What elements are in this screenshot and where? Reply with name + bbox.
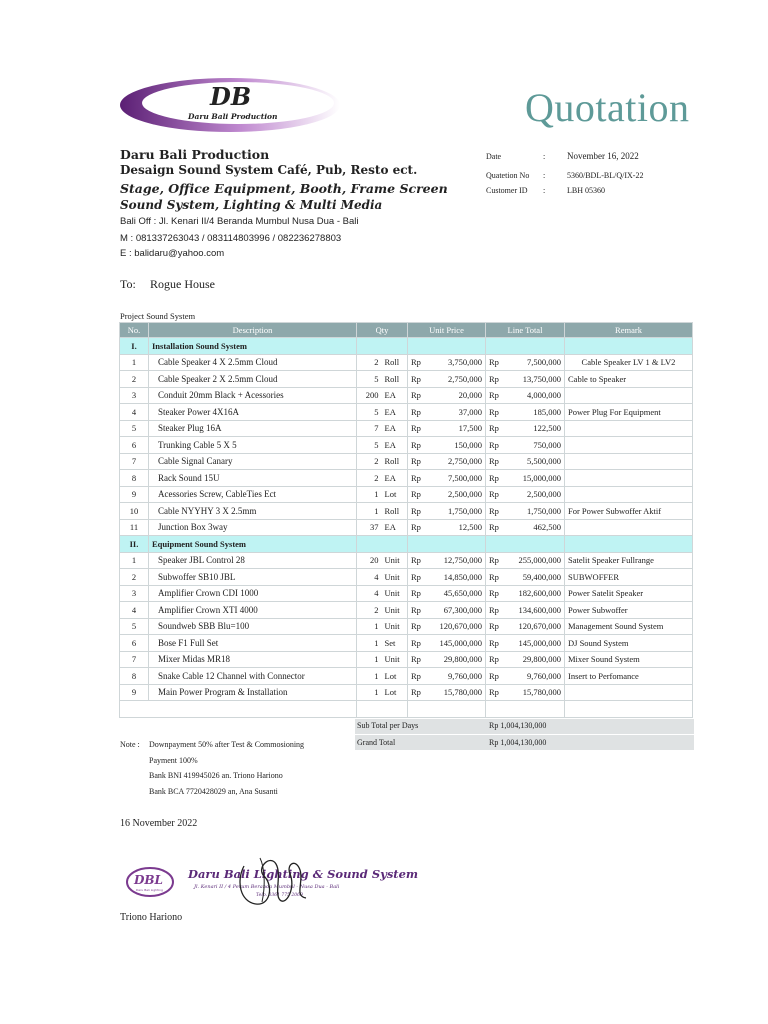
col-line-total: Line Total [486,323,565,338]
total-currency: Rp [486,585,503,602]
row-number: 9 [120,684,149,701]
table-header-row [120,323,693,338]
item-remark: Insert to Perfomance [565,668,693,685]
item-remark: For Power Subwoffer Aktif [565,503,693,520]
item-remark [565,470,693,487]
price-currency: Rp [408,437,425,454]
total-currency: Rp [486,420,503,437]
item-remark: Mixer Sound System [565,651,693,668]
table-row [120,684,693,701]
price-currency: Rp [408,387,425,404]
item-qty: 2 [357,453,382,470]
row-number: 7 [120,651,149,668]
item-unit-price: 17,500 [425,420,486,437]
item-qty: 2 [357,354,382,371]
total-currency: Rp [486,684,503,701]
row-number: 10 [120,503,149,520]
item-unit-price: 150,000 [425,437,486,454]
total-currency: Rp [486,437,503,454]
row-number: 1 [120,354,149,371]
item-remark: Cable Speaker LV 1 & LV2 [565,354,693,371]
item-unit: EA [382,519,408,536]
price-currency: Rp [408,404,425,421]
item-remark: Satelit Speaker Fullrange [565,552,693,569]
item-remark: SUBWOFFER [565,569,693,586]
item-unit: EA [382,420,408,437]
item-unit-price: 120,670,000 [425,618,486,635]
stamp-title: Daru Bali Lighting & Sound System [188,867,419,881]
company-services-1: Stage, Office Equipment, Booth, Frame Screen [120,181,448,196]
item-unit-price: 2,750,000 [425,453,486,470]
total-currency: Rp [486,635,503,652]
item-unit: Roll [382,453,408,470]
item-unit-price: 7,500,000 [425,470,486,487]
empty-cell [408,536,486,553]
item-qty: 1 [357,635,382,652]
item-unit-price: 12,750,000 [425,552,486,569]
sign-date: 16 November 2022 [120,818,198,829]
item-line-total: 5,500,000 [503,453,565,470]
total-currency: Rp [486,519,503,536]
item-line-total: 122,500 [503,420,565,437]
price-currency: Rp [408,486,425,503]
row-number: 4 [120,602,149,619]
item-description: Mixer Midas MR18 [149,651,357,668]
col-unit-price: Unit Price [408,323,486,338]
empty-cell [565,338,693,355]
row-number: 8 [120,668,149,685]
item-qty: 2 [357,470,382,487]
item-description: Trunking Cable 5 X 5 [149,437,357,454]
item-description: Acessories Screw, CableTies Ect [149,486,357,503]
table-row [120,453,693,470]
item-unit: EA [382,387,408,404]
subtotal-row [355,719,694,735]
item-description: Steaker Power 4X16A [149,404,357,421]
table-row [120,618,693,635]
section-number: I. [120,338,149,355]
section-number: II. [120,536,149,553]
customer-id-label: Customer ID [486,186,528,195]
item-line-total: 4,000,000 [503,387,565,404]
date-colon: : [543,152,546,161]
item-qty: 1 [357,503,382,520]
item-remark [565,437,693,454]
table-row [120,602,693,619]
item-remark: Power Satelit Speaker [565,585,693,602]
total-currency: Rp [486,618,503,635]
price-currency: Rp [408,519,425,536]
row-number: 2 [120,371,149,388]
item-qty: 2 [357,602,382,619]
price-currency: Rp [408,651,425,668]
price-currency: Rp [408,618,425,635]
item-line-total: 59,400,000 [503,569,565,586]
table-row [120,651,693,668]
item-unit: EA [382,404,408,421]
col-qty: Qty [357,323,408,338]
table-row [120,354,693,371]
empty-cell [357,338,408,355]
price-currency: Rp [408,684,425,701]
total-currency: Rp [486,602,503,619]
item-unit: Unit [382,602,408,619]
total-currency: Rp [486,354,503,371]
item-qty: 4 [357,585,382,602]
item-description: Conduit 20mm Black + Acessories [149,387,357,404]
item-qty: 7 [357,420,382,437]
item-line-total: 15,000,000 [503,470,565,487]
table-body [120,338,693,718]
date-label: Date [486,152,502,161]
row-number: 7 [120,453,149,470]
item-remark: Management Sound System [565,618,693,635]
total-currency: Rp [486,668,503,685]
item-description: Cable Signal Canary [149,453,357,470]
item-description: Cable NYYHY 3 X 2.5mm [149,503,357,520]
table-row [120,569,693,586]
item-qty: 37 [357,519,382,536]
section-row-installation [120,338,693,355]
signer-name: Triono Hariono [120,912,183,923]
table-row [120,470,693,487]
item-qty: 1 [357,668,382,685]
item-description: Cable Speaker 2 X 2.5mm Cloud [149,371,357,388]
total-currency: Rp [486,552,503,569]
item-unit: Unit [382,585,408,602]
item-line-total: 29,800,000 [503,651,565,668]
row-number: 3 [120,387,149,404]
item-unit-price: 20,000 [425,387,486,404]
item-description: Main Power Program & Installation [149,684,357,701]
item-qty: 5 [357,371,382,388]
item-remark [565,453,693,470]
item-unit-price: 2,500,000 [425,486,486,503]
empty-cell [486,701,565,718]
price-currency: Rp [408,420,425,437]
item-qty: 200 [357,387,382,404]
item-description: Speaker JBL Control 28 [149,552,357,569]
price-currency: Rp [408,602,425,619]
price-currency: Rp [408,585,425,602]
item-line-total: 15,780,000 [503,684,565,701]
item-unit-price: 67,300,000 [425,602,486,619]
item-unit-price: 45,650,000 [425,585,486,602]
total-currency: Rp [486,387,503,404]
item-unit: Unit [382,618,408,635]
row-number: 1 [120,552,149,569]
row-number: 11 [120,519,149,536]
item-description: Snake Cable 12 Channel with Connector [149,668,357,685]
quote-number-label: Quatetion No [486,171,530,180]
empty-cell [357,536,408,553]
price-currency: Rp [408,453,425,470]
project-label: Project Sound System [120,311,196,321]
item-line-total: 9,760,000 [503,668,565,685]
logo-subtitle: Daru Bali Production [188,112,278,121]
item-unit-price: 1,750,000 [425,503,486,520]
customer-id-colon: : [543,186,546,195]
row-number: 4 [120,404,149,421]
item-unit-price: 145,000,000 [425,635,486,652]
total-currency: Rp [486,651,503,668]
col-remark: Remark [565,323,693,338]
table-row [120,437,693,454]
item-remark [565,420,693,437]
company-email: E : balidaru@yahoo.com [120,248,225,259]
total-currency: Rp [486,569,503,586]
company-services-2: Sound System, Lighting & Multi Media [120,198,383,212]
spacer-row [120,701,693,718]
item-unit: Unit [382,651,408,668]
price-currency: Rp [408,668,425,685]
item-qty: 5 [357,437,382,454]
item-unit-price: 14,850,000 [425,569,486,586]
price-currency: Rp [408,371,425,388]
item-remark: Power Plug For Equipment [565,404,693,421]
table-row [120,635,693,652]
item-unit: Unit [382,552,408,569]
empty-cell [565,701,693,718]
subtotal-label: Sub Total per Days [357,721,419,730]
stamp-mark-sub: Daru Bali Lighting [136,888,163,892]
total-currency: Rp [486,470,503,487]
item-description: Amplifier Crown CDI 1000 [149,585,357,602]
item-line-total: 120,670,000 [503,618,565,635]
empty-cell [357,701,408,718]
item-line-total: 185,000 [503,404,565,421]
section-row-equipment [120,536,693,553]
item-remark [565,387,693,404]
empty-cell [486,536,565,553]
item-remark [565,519,693,536]
item-unit-price: 15,780,000 [425,684,486,701]
item-unit: Roll [382,354,408,371]
empty-cell [486,338,565,355]
item-unit: EA [382,470,408,487]
col-description: Description [149,323,357,338]
item-qty: 1 [357,486,382,503]
item-qty: 5 [357,404,382,421]
price-currency: Rp [408,503,425,520]
quotation-table [119,322,693,718]
item-line-total: 1,750,000 [503,503,565,520]
page-title: Quotation [525,85,690,130]
item-line-total: 255,000,000 [503,552,565,569]
item-unit: Unit [382,569,408,586]
item-unit-price: 29,800,000 [425,651,486,668]
company-stamp [124,836,419,910]
item-unit: EA [382,437,408,454]
price-currency: Rp [408,552,425,569]
total-currency: Rp [486,404,503,421]
grand-total-value: Rp 1,004,130,000 [489,738,547,747]
item-qty: 4 [357,569,382,586]
total-currency: Rp [486,453,503,470]
note-line-1: Downpayment 50% after Test & Commosioning [149,740,305,749]
subtotal-value: Rp 1,004,130,000 [489,721,547,730]
table-row [120,404,693,421]
item-unit: Roll [382,503,408,520]
item-line-total: 750,000 [503,437,565,454]
item-unit-price: 37,000 [425,404,486,421]
item-unit-price: 12,500 [425,519,486,536]
to-label: To: [120,277,136,291]
total-currency: Rp [486,371,503,388]
note-label: Note : [120,740,140,749]
item-unit: Lot [382,684,408,701]
empty-cell [565,536,693,553]
total-currency: Rp [486,486,503,503]
item-qty: 1 [357,684,382,701]
row-number: 9 [120,486,149,503]
item-unit-price: 2,750,000 [425,371,486,388]
grand-total-row [355,735,694,750]
table-row [120,552,693,569]
row-number: 5 [120,618,149,635]
item-qty: 1 [357,651,382,668]
company-phone: M : 081337263043 / 083114803996 / 082236278803 [120,233,342,244]
note-line-2: Payment 100% [149,756,198,765]
item-unit-price: 9,760,000 [425,668,486,685]
customer-id-value: LBH 05360 [567,186,605,195]
table-row [120,371,693,388]
stamp-phone: Telp. 0361 775 2069 [256,893,303,898]
item-description: Steaker Plug 16A [149,420,357,437]
table-row [120,668,693,685]
item-unit-price: 3,750,000 [425,354,486,371]
section-title: Equipment Sound System [149,536,357,553]
row-number: 2 [120,569,149,586]
grand-total-label: Grand Total [357,738,396,747]
table-row [120,585,693,602]
note-line-4: Bank BCA 7720428029 an, Ana Susanti [149,787,278,796]
row-number: 6 [120,635,149,652]
total-currency: Rp [486,503,503,520]
item-qty: 1 [357,618,382,635]
price-currency: Rp [408,569,425,586]
row-number: 6 [120,437,149,454]
table-row [120,420,693,437]
item-unit: Set [382,635,408,652]
item-description: Soundweb SBB Blu=100 [149,618,357,635]
item-line-total: 182,600,000 [503,585,565,602]
item-description: Cable Speaker 4 X 2.5mm Cloud [149,354,357,371]
table-row [120,387,693,404]
empty-cell [408,338,486,355]
row-number: 8 [120,470,149,487]
item-description: Bose F1 Full Set [149,635,357,652]
item-remark: Power Subwoffer [565,602,693,619]
item-description: Subwoffer SB10 JBL [149,569,357,586]
price-currency: Rp [408,470,425,487]
company-address: Bali Off : Jl. Kenari II/4 Beranda Mumbul Nusa Dua - Bali [120,216,359,227]
stamp-address: Jl. Kenari II / 4 Perum Beranda Mumbul - Nusa Dua - Bali [194,884,340,890]
empty-cell [120,701,357,718]
item-remark: Cable to Speaker [565,371,693,388]
item-description: Amplifier Crown XTI 4000 [149,602,357,619]
empty-cell [408,701,486,718]
item-description: Junction Box 3way [149,519,357,536]
item-description: Rack Sound 15U [149,470,357,487]
item-line-total: 134,600,000 [503,602,565,619]
item-unit: Lot [382,668,408,685]
quote-number-colon: : [543,171,546,180]
item-unit: Roll [382,371,408,388]
item-line-total: 462,500 [503,519,565,536]
item-unit: Lot [382,486,408,503]
item-remark [565,684,693,701]
totals-block [355,719,694,750]
item-line-total: 145,000,000 [503,635,565,652]
col-no: No. [120,323,149,338]
item-line-total: 13,750,000 [503,371,565,388]
row-number: 3 [120,585,149,602]
stamp-mark: DBL [134,873,163,887]
item-qty: 20 [357,552,382,569]
note-line-3: Bank BNI 419945026 an. Triono Hariono [149,771,283,780]
price-currency: Rp [408,354,425,371]
table-row [120,503,693,520]
table-row [120,519,693,536]
to-value: Rogue House [150,277,215,291]
table-row [120,486,693,503]
company-tagline: Desaign Sound System Café, Pub, Resto ect. [120,163,418,177]
item-line-total: 7,500,000 [503,354,565,371]
company-name: Daru Bali Production [120,147,270,162]
company-logo [118,72,360,138]
section-title: Installation Sound System [149,338,357,355]
item-line-total: 2,500,000 [503,486,565,503]
quote-number-value: 5360/BDL-BL/Q/IX-22 [567,171,644,180]
price-currency: Rp [408,635,425,652]
item-remark: DJ Sound System [565,635,693,652]
logo-mark: DB [210,82,252,111]
date-value: November 16, 2022 [567,151,639,161]
row-number: 5 [120,420,149,437]
item-remark [565,486,693,503]
